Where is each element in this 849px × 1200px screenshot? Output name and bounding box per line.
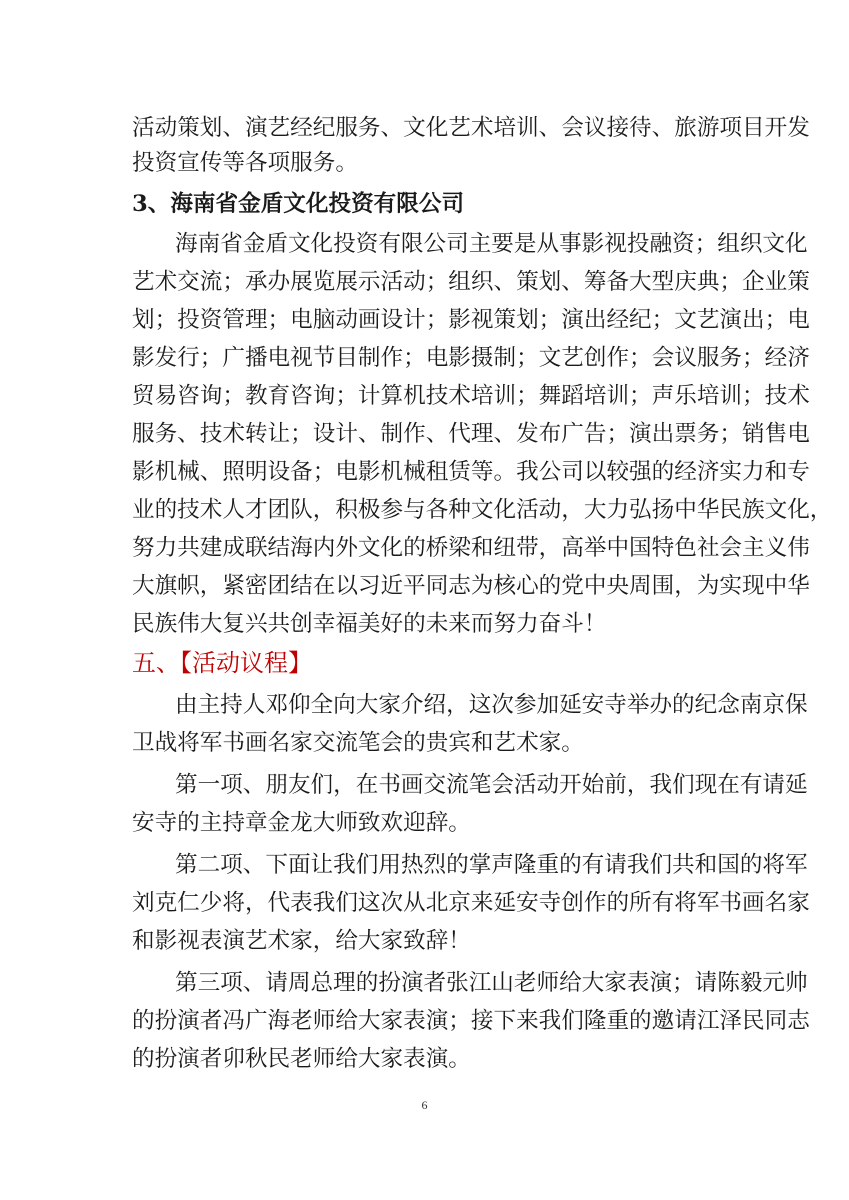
- paragraph-line: 第一项、朋友们，在书画交流笔会活动开始前，我们现在有请延: [175, 772, 808, 798]
- paragraph-line: 海南省金盾文化投资有限公司主要是从事影视投融资；组织文化: [175, 231, 808, 257]
- paragraph-line: 影机械、照明设备；电影机械租赁等。我公司以较强的经济实力和专: [132, 459, 810, 485]
- page-number: 6: [421, 1098, 428, 1112]
- paragraph-line: 第三项、请周总理的扮演者张江山老师给大家表演；请陈毅元帅: [175, 970, 808, 996]
- agenda-heading: 五、【活动议程】: [132, 649, 312, 677]
- paragraph-line: 安寺的主持章金龙大师致欢迎辞。: [132, 810, 471, 836]
- paragraph-line: 的扮演者卯秋民老师给大家表演。: [132, 1046, 471, 1072]
- paragraph-line: 活动策划、演艺经纪服务、文化艺术培训、会议接待、旅游项目开发: [132, 115, 810, 141]
- paragraph-line: 业的技术人才团队，积极参与各种文化活动，大力弘扬中华民族文化，: [132, 497, 833, 523]
- paragraph-line: 划；投资管理；电脑动画设计；影视策划；演出经纪；文艺演出；电: [132, 307, 810, 333]
- paragraph-line: 投资宣传等各项服务。: [132, 150, 358, 176]
- paragraph-line: 和影视表演艺术家，给大家致辞！: [132, 928, 471, 954]
- paragraph-line: 民族伟大复兴共创幸福美好的未来而努力奋斗！: [132, 611, 607, 637]
- paragraph-line: 努力共建成联结海内外文化的桥梁和纽带，高举中国特色社会主义伟: [132, 535, 810, 561]
- paragraph-line: 由主持人邓仰全向大家介绍，这次参加延安寺举办的纪念南京保: [175, 692, 808, 718]
- paragraph-line: 的扮演者冯广海老师给大家表演；接下来我们隆重的邀请江泽民同志: [132, 1008, 810, 1034]
- paragraph-line: 影发行；广播电视节目制作；电影摄制；文艺创作；会议服务；经济: [132, 345, 810, 371]
- paragraph-line: 大旗帜，紧密团结在以习近平同志为核心的党中央周围，为实现中华: [132, 573, 810, 599]
- paragraph-line: 贸易咨询；教育咨询；计算机技术培训；舞蹈培训；声乐培训；技术: [132, 383, 810, 409]
- paragraph-line: 第二项、下面让我们用热烈的掌声隆重的有请我们共和国的将军: [175, 852, 808, 878]
- paragraph-line: 艺术交流；承办展览展示活动；组织、策划、筹备大型庆典；企业策: [132, 269, 810, 295]
- paragraph-line: 刘克仁少将，代表我们这次从北京来延安寺创作的所有将军书画名家: [132, 890, 810, 916]
- paragraph-line: 服务、技术转让；设计、制作、代理、发布广告；演出票务；销售电: [132, 421, 810, 447]
- paragraph-line: 卫战将军书画名家交流笔会的贵宾和艺术家。: [132, 730, 584, 756]
- section-heading: 3、海南省金盾文化投资有限公司: [132, 191, 465, 217]
